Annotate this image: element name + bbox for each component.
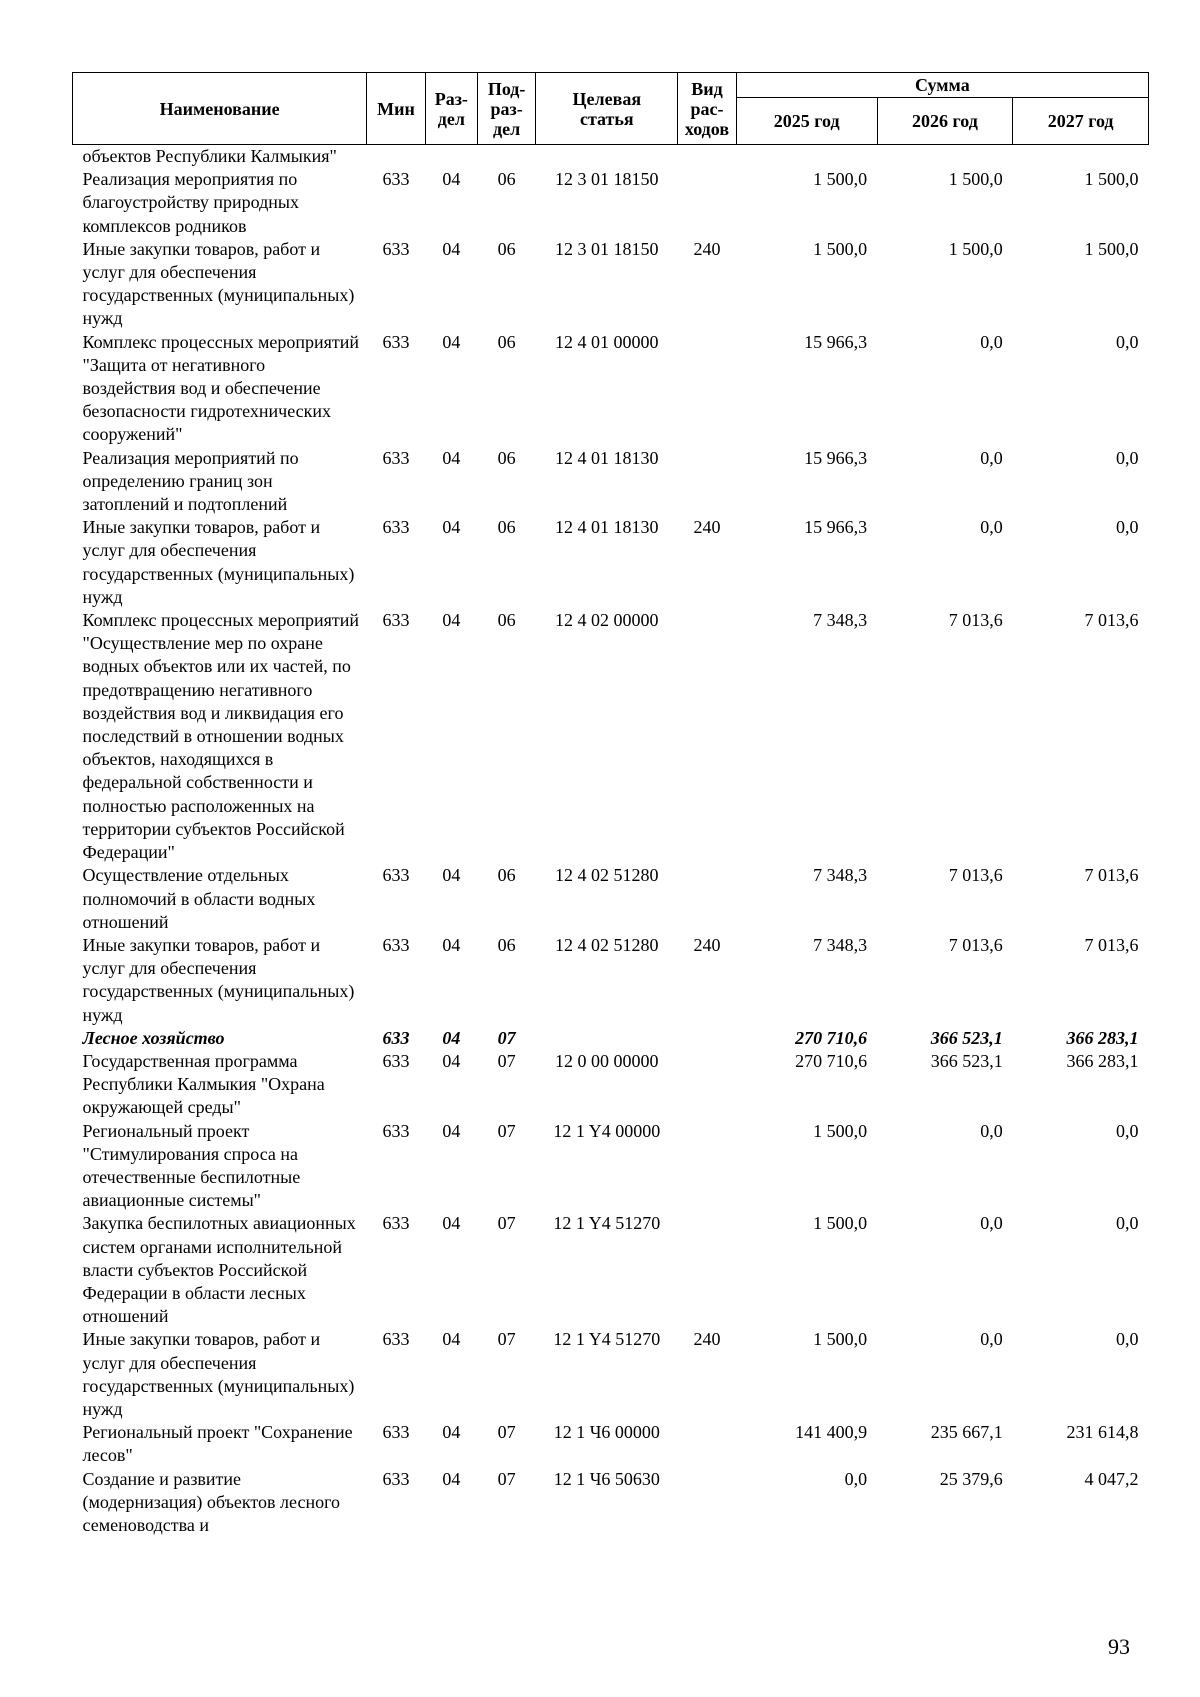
row-sum-2025 [736,145,877,169]
row-podrazdel: 07 [497,1422,516,1443]
row-min: 633 [382,610,410,631]
row-sum-2026: 1 500,0 [948,169,1003,190]
row-razdel: 04 [442,1027,461,1048]
row-sum-2027: 0,0 [1116,1120,1139,1141]
row-razdel: 04 [442,238,461,259]
row-tselevaya: 12 3 01 18150 [555,169,659,190]
page-number: 93 [1108,1634,1130,1659]
row-sum-2026: 25 379,6 [939,1468,1003,1489]
row-podrazdel: 07 [497,1213,516,1234]
row-min: 633 [382,1468,410,1489]
row-tselevaya: 12 1 Ч6 50630 [553,1468,660,1489]
row-sum-2027: 1 500,0 [1084,238,1139,259]
row-sum-2025: 7 348,3 [813,610,868,631]
row-name: Комплекс процессных мероприятий "Осуществление мер по охране водных объектов или их частей, по предотвращению негативного воздействия вод и ликвидация его последствий в отношении водных объектов, находящихся в федеральной собственности и полностью расположенных на территории субъектов Российской Федерации" [82,610,360,863]
row-vid [678,1120,736,1213]
row-min [367,145,425,169]
row-vid [678,864,736,934]
row-tselevaya: 12 0 00 00000 [555,1050,659,1071]
row-sum-2027: 0,0 [1116,447,1139,468]
row-tselevaya: 12 3 01 18150 [555,238,659,259]
row-sum-2025: 1 500,0 [813,238,868,259]
row-podrazdel: 06 [497,447,516,468]
row-podrazdel: 06 [497,934,516,955]
row-sum-2025: 1 500,0 [813,1120,868,1141]
row-sum-2025: 270 710,6 [795,1027,868,1048]
row-sum-2027: 4 047,2 [1084,1468,1139,1489]
row-name: Реализация мероприятия по благоустройству природных комплексов родников [82,169,300,236]
header-2025: 2025 год [736,98,877,145]
table-row [73,934,1149,1027]
table-row [73,864,1149,934]
row-sum-2027: 7 013,6 [1084,934,1139,955]
row-sum-2025: 0,0 [844,1468,868,1489]
row-razdel: 04 [442,610,461,631]
row-razdel [425,145,477,169]
row-sum-2025: 7 348,3 [813,865,868,886]
row-razdel: 04 [442,447,461,468]
row-podrazdel: 07 [497,1329,516,1350]
header-razdel: Раз- дел [425,73,477,145]
row-vid: 240 [693,238,721,259]
row-sum-2026: 366 523,1 [930,1050,1003,1071]
row-podrazdel: 07 [497,1468,516,1489]
row-tselevaya: 12 4 01 18130 [555,517,659,538]
row-vid [678,331,736,447]
row-sum-2025: 270 710,6 [795,1050,868,1071]
row-tselevaya: 12 1 Y4 00000 [553,1120,661,1141]
header-2027: 2027 год [1013,98,1149,145]
header-2026: 2026 год [877,98,1013,145]
row-min: 633 [382,1120,410,1141]
row-razdel: 04 [442,169,461,190]
row-vid [678,1212,736,1328]
row-sum-2027: 366 283,1 [1066,1050,1139,1071]
row-sum-2025: 15 966,3 [804,517,868,538]
row-sum-2026: 1 500,0 [948,238,1003,259]
table-row [73,609,1149,864]
row-sum-2025: 15 966,3 [804,331,868,352]
row-podrazdel: 06 [497,238,516,259]
table-row [73,238,1149,331]
row-podrazdel: 06 [497,331,516,352]
row-sum-2026: 366 523,1 [930,1027,1003,1048]
row-sum-2027 [1013,145,1149,169]
row-sum-2025: 1 500,0 [813,169,868,190]
row-sum-2027: 0,0 [1116,517,1139,538]
row-vid [678,1050,736,1120]
row-razdel: 04 [442,1050,461,1071]
row-sum-2026: 0,0 [980,1213,1003,1234]
table-row [73,1050,1149,1120]
row-min: 633 [382,934,410,955]
row-tselevaya [536,145,678,169]
table-header [73,73,1149,145]
row-razdel: 04 [442,1422,461,1443]
row-podrazdel [477,145,535,169]
row-sum-2027: 0,0 [1116,1213,1139,1234]
row-sum-2026: 0,0 [980,1329,1003,1350]
table-row [73,447,1149,517]
row-vid [678,168,736,238]
row-sum-2027: 7 013,6 [1084,865,1139,886]
header-tselevaya: Целевая статья [536,73,678,145]
row-razdel: 04 [442,1213,461,1234]
table-row [73,1027,1149,1050]
row-vid: 240 [693,1329,721,1350]
row-razdel: 04 [442,1329,461,1350]
row-sum-2026: 7 013,6 [948,865,1003,886]
row-min: 633 [382,517,410,538]
row-name: объектов Республики Калмыкия" [82,146,337,166]
row-razdel: 04 [442,1468,461,1489]
row-sum-2025: 15 966,3 [804,447,868,468]
row-min: 633 [382,865,410,886]
row-razdel: 04 [442,517,461,538]
budget-table [72,72,1149,1537]
row-name: Комплекс процессных мероприятий "Защита от негативного воздействия вод и обеспечение безопасности гидротехнических сооружений" [82,331,360,445]
row-podrazdel: 06 [497,610,516,631]
row-sum-2026: 7 013,6 [948,934,1003,955]
row-sum-2027: 366 283,1 [1066,1027,1139,1048]
row-podrazdel: 07 [497,1027,516,1048]
row-sum-2027: 1 500,0 [1084,169,1139,190]
row-sum-2027: 7 013,6 [1084,610,1139,631]
row-min: 633 [382,331,410,352]
row-sum-2026: 0,0 [980,331,1003,352]
row-podrazdel: 06 [497,865,516,886]
row-sum-2027: 231 614,8 [1066,1422,1139,1443]
row-min: 633 [382,1213,410,1234]
row-name: Лесное хозяйство [82,1027,225,1048]
table-row [73,1421,1149,1467]
row-name: Иные закупки товаров, работ и услуг для обеспечения государственных (муниципальных) нужд [82,934,355,1025]
row-tselevaya: 12 1 Y4 51270 [553,1213,661,1234]
row-podrazdel: 07 [497,1120,516,1141]
row-sum-2027: 0,0 [1116,331,1139,352]
header-vid: Вид рас- ходов [678,73,736,145]
row-podrazdel: 07 [497,1050,516,1071]
table-body [73,145,1149,1538]
row-vid [678,1027,736,1050]
row-min: 633 [382,447,410,468]
row-vid [678,609,736,864]
row-tselevaya [536,1027,678,1050]
row-sum-2025: 141 400,9 [795,1422,868,1443]
header-summa: Сумма [736,73,1148,98]
row-vid [678,447,736,517]
row-razdel: 04 [442,1120,461,1141]
row-sum-2026: 0,0 [980,517,1003,538]
table-row [73,1120,1149,1213]
row-tselevaya: 12 1 Y4 51270 [553,1329,661,1350]
row-tselevaya: 12 4 02 51280 [555,865,659,886]
row-min: 633 [382,1422,410,1443]
header-min: Мин [367,73,425,145]
header-name: Наименование [73,73,367,145]
row-vid: 240 [693,517,721,538]
table-row [73,331,1149,447]
row-name: Иные закупки товаров, работ и услуг для обеспечения государственных (муниципальных) нужд [82,517,355,607]
row-tselevaya: 12 4 02 00000 [555,610,659,631]
row-min: 633 [382,1050,410,1071]
row-name: Создание и развитие (модернизация) объектов лесного семеноводства и [82,1468,341,1535]
row-sum-2026: 0,0 [980,1120,1003,1141]
header-podrazdel: Под- раз- дел [477,73,535,145]
row-min: 633 [382,1027,410,1048]
row-name: Осуществление отдельных полномочий в области водных отношений [82,865,316,932]
row-podrazdel: 06 [497,169,516,190]
row-tselevaya: 12 1 Ч6 00000 [553,1422,660,1443]
row-vid [678,1421,736,1467]
row-sum-2025: 7 348,3 [813,934,868,955]
row-name: Региональный проект "Стимулирования спроса на отечественные беспилотные авиационные системы" [82,1120,301,1211]
table-row [73,145,1149,169]
table-row [73,1328,1149,1421]
row-min: 633 [382,169,410,190]
row-name: Государственная программа Республики Калмыкия "Охрана окружающей среды" [82,1050,325,1118]
row-razdel: 04 [442,331,461,352]
row-sum-2026: 7 013,6 [948,610,1003,631]
row-tselevaya: 12 4 02 51280 [555,934,659,955]
row-name: Реализация мероприятий по определению границ зон затоплений и подтоплений [82,447,299,515]
row-podrazdel: 06 [497,517,516,538]
table-row [73,516,1149,609]
row-sum-2026: 235 667,1 [930,1422,1003,1443]
row-vid: 240 [693,934,721,955]
row-min: 633 [382,1329,410,1350]
row-vid [678,145,736,169]
row-sum-2026: 0,0 [980,447,1003,468]
row-sum-2025: 1 500,0 [813,1329,868,1350]
table-row [73,168,1149,238]
row-name: Закупка беспилотных авиационных систем органами исполнительной власти субъектов Российской Федерации в области лесных отношений [82,1213,356,1327]
budget-table-sheet [72,72,1149,1537]
row-razdel: 04 [442,934,461,955]
row-vid [678,1468,736,1538]
row-name: Иные закупки товаров, работ и услуг для обеспечения государственных (муниципальных) нужд [82,238,355,329]
table-row [73,1468,1149,1538]
row-sum-2025: 1 500,0 [813,1213,868,1234]
row-tselevaya: 12 4 01 18130 [555,447,659,468]
row-name: Иные закупки товаров, работ и услуг для обеспечения государственных (муниципальных) нужд [82,1329,355,1419]
row-sum-2027: 0,0 [1116,1329,1139,1350]
row-min: 633 [382,238,410,259]
table-row [73,1212,1149,1328]
row-razdel: 04 [442,865,461,886]
row-tselevaya: 12 4 01 00000 [555,331,659,352]
row-sum-2026 [877,145,1013,169]
row-name: Региональный проект "Сохранение лесов" [82,1422,353,1466]
